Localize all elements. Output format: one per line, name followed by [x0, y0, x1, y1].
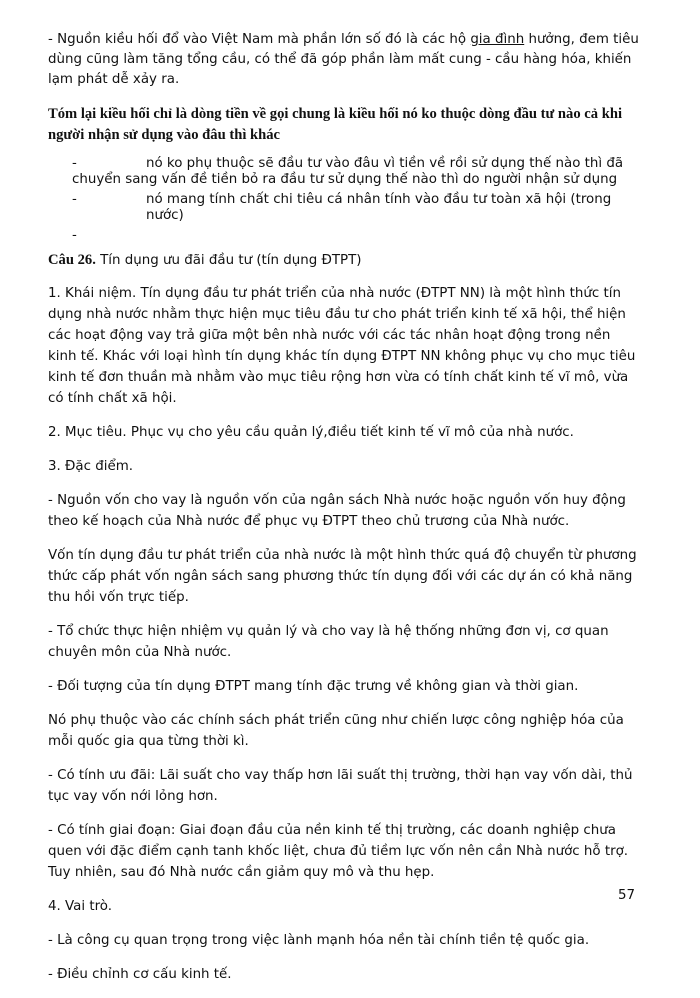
- bullet-list: [48, 156, 642, 244]
- list-item: [48, 192, 642, 224]
- summary-paragraph: Tóm lại kiều hối chỉ là dòng tiền về gọi chung là kiều hối nó ko thuộc dòng đầu tư nào cả khi người nhận sử dụng vào đâu thì khác: [48, 106, 622, 143]
- page-number: 57: [618, 888, 636, 903]
- paragraph-stage: - Có tính giai đoạn: Giai đoạn đầu của nền kinh tế thị trường, các doanh nghiệp chưa quen với đặc điểm cạnh tanh khốc liệt, chưa đủ tiềm lực vốn nên cần Nhà nước hỗ trợ. Tuy nhiên, sau đó Nhà nước cần giảm quy mô và thu hẹp.: [48, 823, 629, 880]
- paragraph-objective: 2. Mục tiêu. Phục vụ cho yêu cầu quản lý,điều tiết kinh tế vĩ mô của nhà nước.: [48, 425, 574, 440]
- section-heading: [48, 250, 642, 271]
- paragraph-role-structure: - Điều chỉnh cơ cấu kinh tế.: [48, 967, 232, 982]
- paragraph-definition: 1. Khái niệm. Tín dụng đầu tư phát triển của nhà nước (ĐTPT NN) là một hình thức tín dụng nhà nước nhằm thực hiện mục tiêu đầu tư cho phát triển kinh tế xã hội, thể hiện các hoạt động vay trả giữa một bên nhà nước với các tác nhân hoạt động trong nền kinh tế. Khác với loại hình tín dụng khác tín dụng ĐTPT NN không phục vụ cho mục tiêu kinh tế đơn thuần mà nhằm vào mục tiêu rộng hơn vừa có tính chất kinh tế vĩ mô, vừa có tính chất xã hội.: [48, 286, 636, 406]
- paragraph-subject: - Đối tượng của tín dụng ĐTPT mang tính đặc trưng về không gian và thời gian.: [48, 679, 579, 694]
- bullet-text: nó ko phụ thuộc sẽ đầu tư vào đâu vì tiền về rồi sử dụng thế nào thì đã: [146, 156, 624, 171]
- list-item: [48, 228, 642, 244]
- paragraph-transition: Vốn tín dụng đầu tư phát triển của nhà nước là một hình thức quá độ chuyển từ phương thức cấp phát vốn ngân sách sang phương thức tín dụng đối với các dự án có khả năng thu hồi vốn trực tiếp.: [48, 548, 637, 605]
- bullet-text-continuation: chuyển sang vấn đề tiền bỏ ra đầu tư sử dụng thế nào thì do người nhận sử dụng: [72, 172, 618, 187]
- paragraph-capital-source: - Nguồn vốn cho vay là nguồn vốn của ngân sách Nhà nước hoặc nguồn vốn huy động theo kế hoạch của Nhà nước để phục vụ ĐTPT theo chủ trương của Nhà nước.: [48, 493, 626, 529]
- bullet-text: [146, 228, 642, 244]
- remittance-text-end: hưởng, đem tiêu dùng cũng làm tăng tổng cầu, có thể đã góp phần làm mất cung - cầu hàng hóa, khiến lạm phát dễ xảy ra.: [48, 32, 639, 87]
- paragraph-dependency: Nó phụ thuộc vào các chính sách phát triển cũng như chiến lược công nghiệp hóa của mỗi quốc gia qua từng thời kì.: [48, 713, 624, 749]
- paragraph-role-heading: 4. Vai trò.: [48, 899, 113, 914]
- list-item: [48, 156, 642, 188]
- underlined-term: gia đình: [470, 32, 525, 47]
- section-title: Tín dụng ưu đãi đầu tư (tín dụng ĐTPT): [95, 253, 362, 268]
- document-page: [48, 30, 642, 998]
- paragraph-preferential: - Có tính ưu đãi: Lãi suất cho vay thấp hơn lãi suất thị trường, thời hạn vay vốn dài, thủ tục vay vốn nới lỏng hơn.: [48, 768, 633, 804]
- remittance-text-start: - Nguồn kiều hối đổ vào Việt Nam mà phần lớn số đó là các hộ: [48, 32, 471, 47]
- paragraph-role-tool: - Là công cụ quan trọng trong việc lành mạnh hóa nền tài chính tiền tệ quốc gia.: [48, 933, 590, 948]
- question-number: Câu 26.: [48, 252, 96, 268]
- bullet-text: nó mang tính chất chi tiêu cá nhân tính vào đầu tư toàn xã hội (trong nước): [146, 192, 612, 223]
- remittance-paragraph: [48, 30, 642, 90]
- bullet-marker: -: [72, 192, 77, 207]
- paragraph-characteristics-heading: 3. Đặc điểm.: [48, 459, 133, 474]
- bullet-marker: -: [72, 156, 77, 171]
- paragraph-organization: - Tổ chức thực hiện nhiệm vụ quản lý và cho vay là hệ thống những đơn vị, cơ quan chuyên môn của Nhà nước.: [48, 624, 609, 660]
- bullet-marker: -: [72, 228, 77, 243]
